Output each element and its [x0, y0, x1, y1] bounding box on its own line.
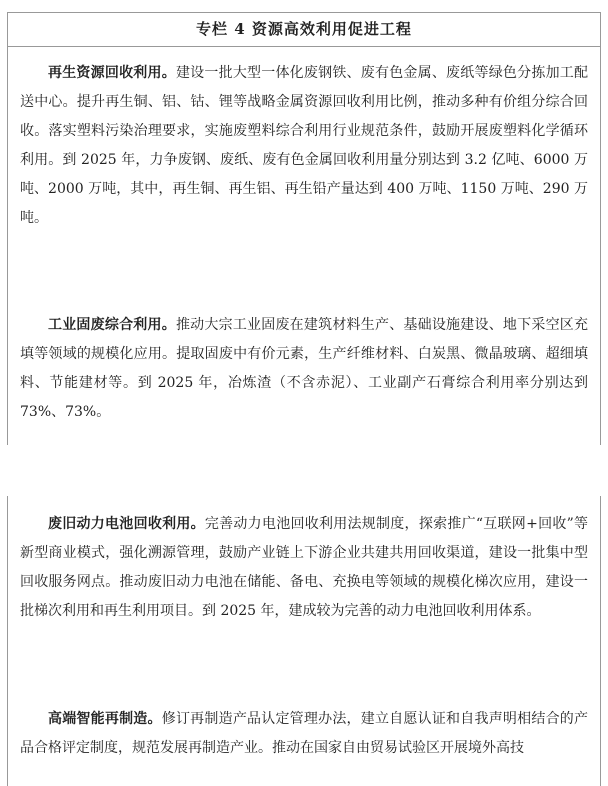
paragraph-body: 完善动力电池回收利用法规制度，探索推广“互联网+回收”等新型商业模式，强化溯源管理，鼓励产业链上下游企业共建共用回收渠道，建设一批集中型回收服务网点。推动废旧动力电池在储能、备电、充换电等领域的规模化梯次应用，建设一批梯次利用和再生利用项目。到 2025 年，建成较为完善的动力电池回收利用体系。: [20, 516, 589, 619]
paragraph-heading: 废旧动力电池回收利用。: [48, 516, 205, 532]
paragraph-heading: 再生资源回收利用。: [48, 65, 176, 81]
paragraph-body: 修订再制造产品认定管理办法，建立自愿认证和自我声明相结合的产品合格评定制度，规范发展再制造产业。推动在国家自由贸易试验区开展境外高技: [20, 711, 589, 756]
column-title: 专栏 4 资源高效利用促进工程: [8, 13, 600, 47]
paragraph-body: 建设一批大型一体化废钢铁、废有色金属、废纸等绿色分拣加工配送中心。提升再生铜、铝、钴、锂等战略金属资源回收利用比例，推动多种有价组分综合回收。落实塑料污染治理要求，实施废塑料综合利用行业规范条件，鼓励开展废塑料化学循环利用。到 2025 年，力争废钢、废纸、废有色金属回收利用量分别达到 3.2 亿吨、6000 万吨、2000 万吨，其中，再生铜、再生铝、再生铅产量达到 400 万吨、1150 万吨、290 万吨。: [20, 65, 589, 226]
paragraph-remanufacturing: [8, 705, 600, 763]
column-box-upper: [7, 12, 601, 445]
paragraph-power-battery-recycling: [8, 510, 600, 626]
column-box-lower: [7, 496, 601, 786]
paragraph-heading: 高端智能再制造。: [48, 711, 162, 727]
paragraph-body: 推动大宗工业固废在建筑材料生产、基础设施建设、地下采空区充填等领域的规模化应用。提取固废中有价元素，生产纤维材料、白炭黑、微晶玻璃、超细填料、节能建材等。到 2025 年，冶炼渣（不含赤泥）、工业副产石膏综合利用率分别达到 73%、73%。: [20, 317, 589, 420]
paragraph-recycled-resources: [8, 59, 600, 233]
paragraph-industrial-solid-waste: [8, 311, 600, 427]
paragraph-heading: 工业固废综合利用。: [48, 317, 176, 333]
